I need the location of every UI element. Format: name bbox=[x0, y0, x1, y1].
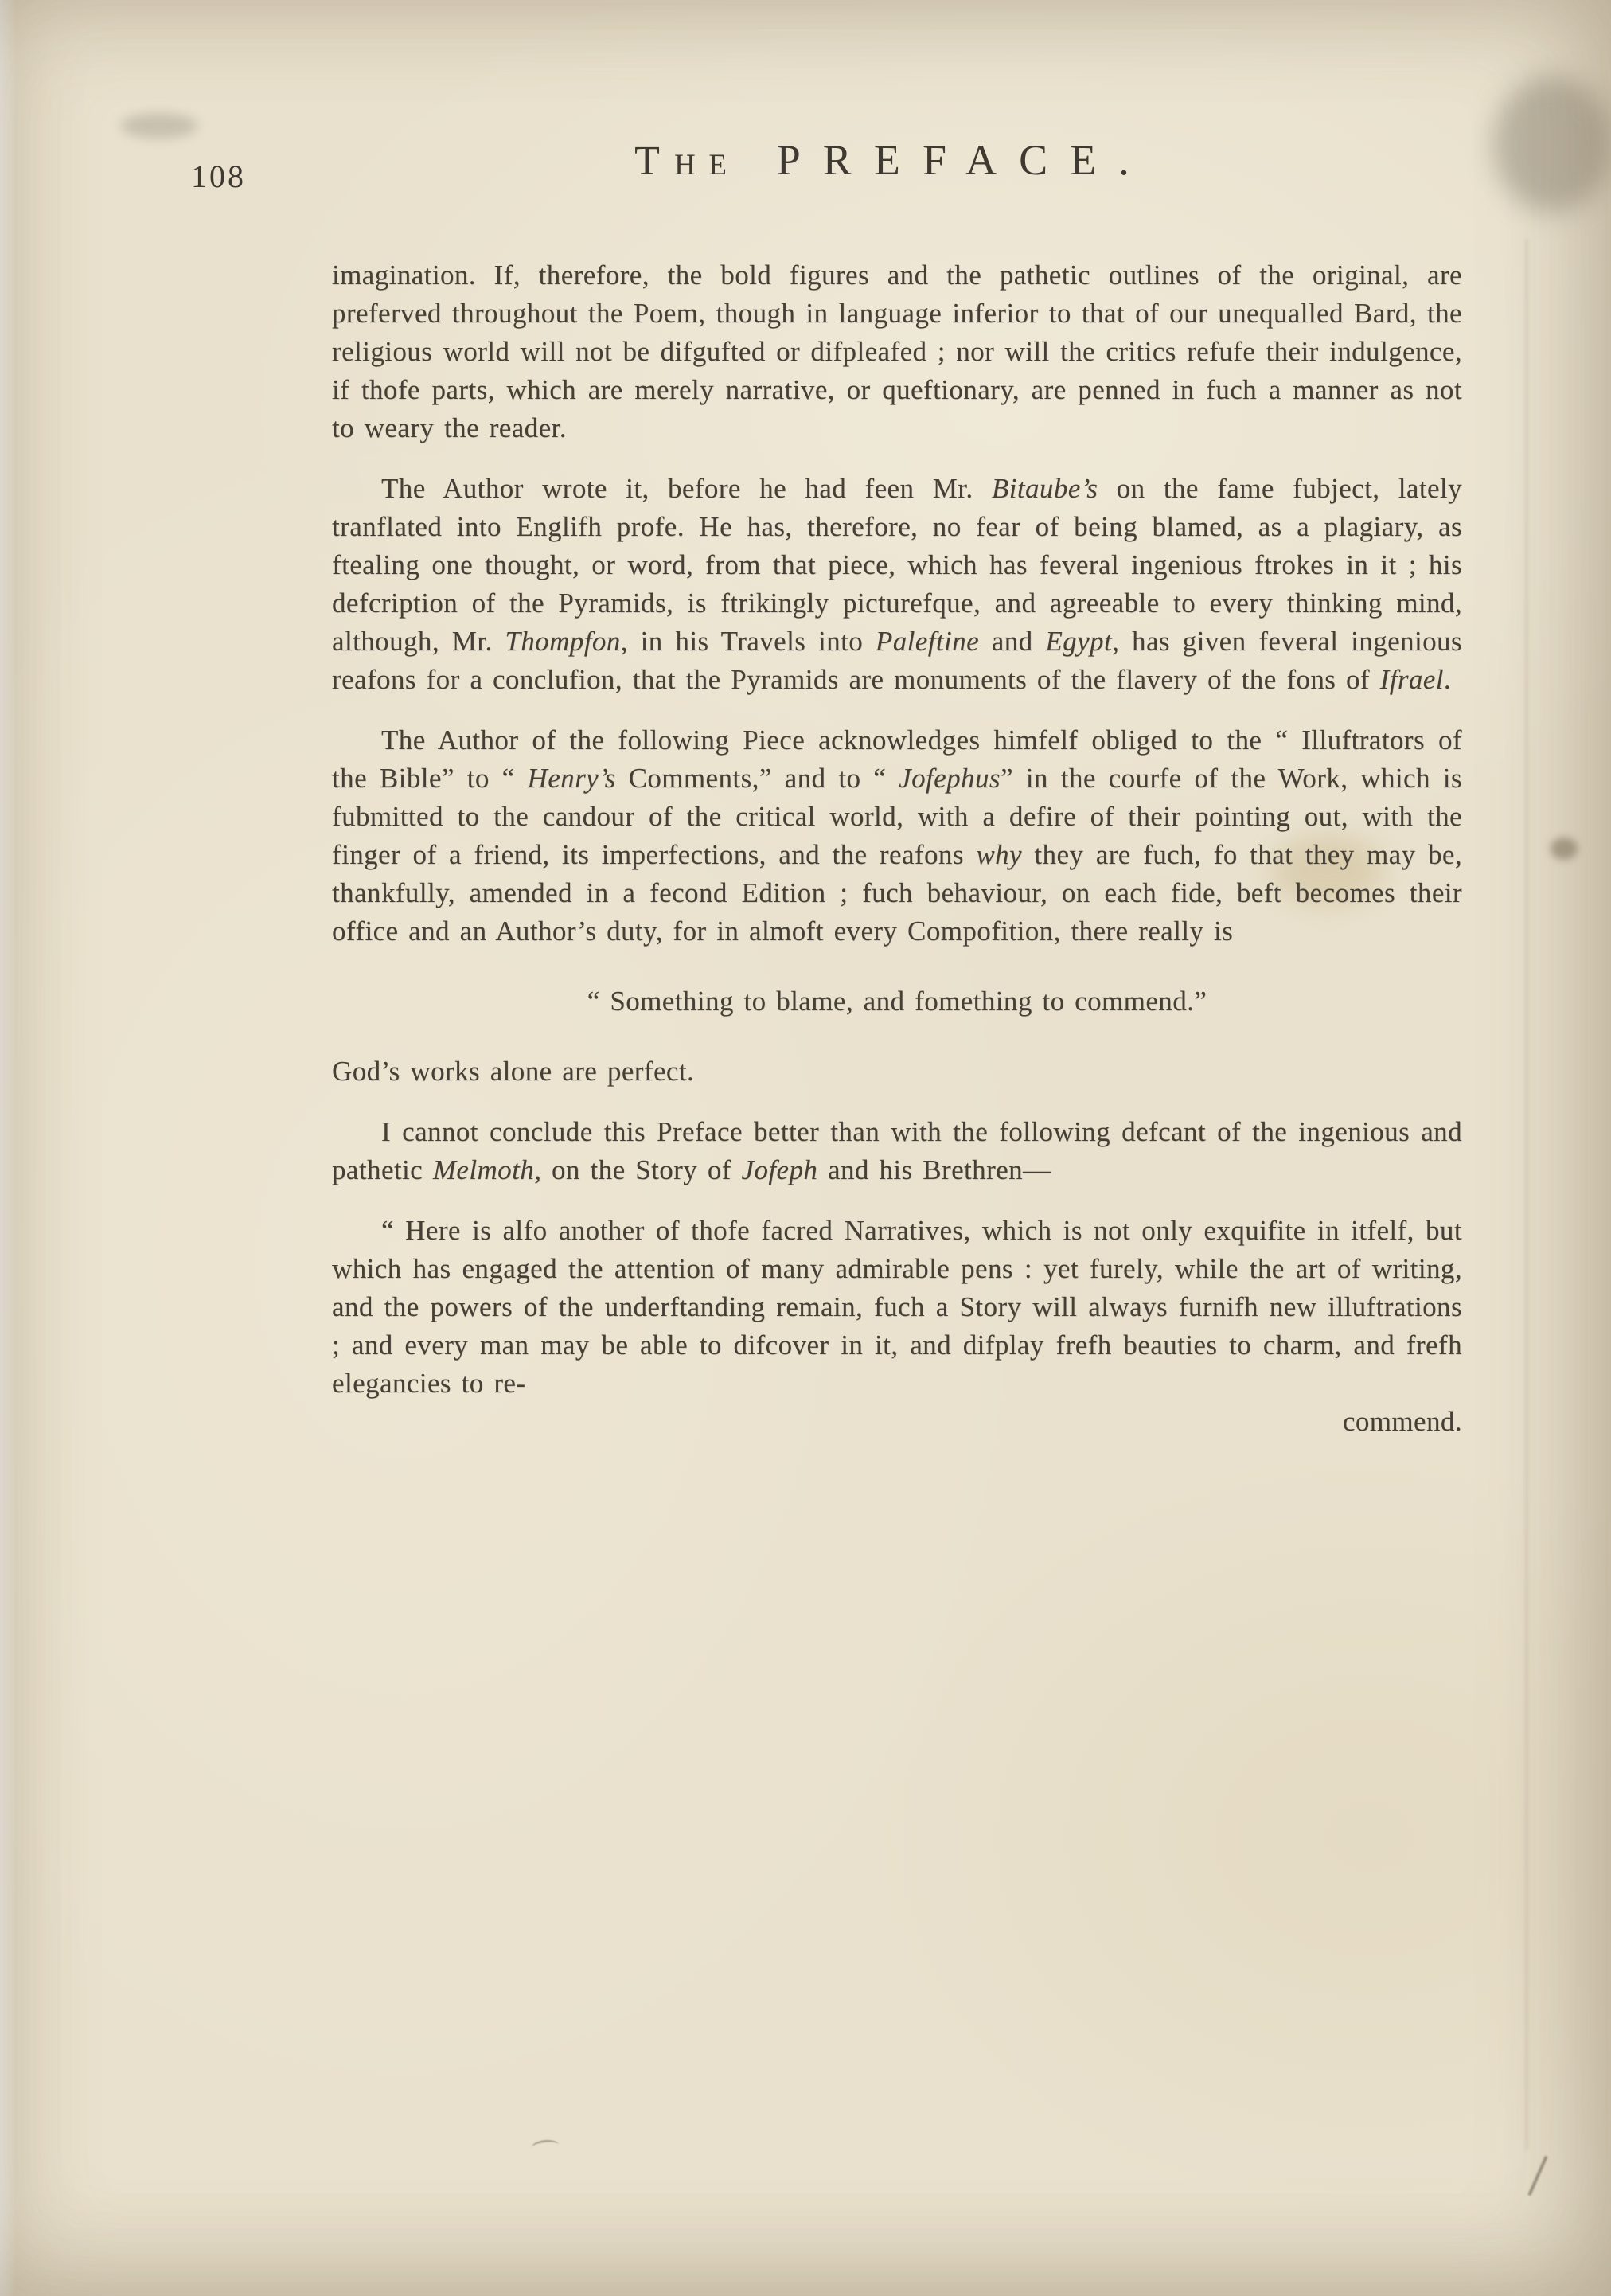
text-segment: . bbox=[1443, 664, 1452, 695]
text-segment: they are fuch, fo that they may be, thankfully, amended in a fecond Edition ; fuch behaviour, on each fide, beft becomes their office and an Author’s duty, for in almoft every Compofition, there really is bbox=[332, 839, 1463, 947]
text-segment: on the fame fubject, lately tranflated into Englifh profe. He has, therefore, no fear of being blamed, as a plagiary, as ftealing one thought, or word, from that piece, which has feveral ingenious ftrokes in it ; his defcription of the Pyramids, is ftrikingly picturefque, and agreeable to every thinking mind, although, Mr. bbox=[332, 473, 1462, 657]
scan-edge bbox=[0, 0, 16, 2296]
text-segment: , on the Story of bbox=[534, 1154, 742, 1185]
paragraph-author-wrote bbox=[332, 470, 1462, 699]
text-segment: Bitaube’s bbox=[991, 473, 1098, 504]
text-segment: , has given feveral ingenious reafons for a conclufion, that the Pyramids are monuments of the flavery of the fons of bbox=[332, 626, 1462, 695]
paragraph-imagination bbox=[332, 256, 1462, 447]
paragraph-acknowledgement bbox=[332, 721, 1462, 951]
text-segment: imagination. If, therefore, the bold figures and the pathetic outlines of the original, are preferved throughout the Poem, though in language inferior to that of our unequalled Bard, the religious world will not be difgufted or difpleafed ; nor will the critics refufe their indulgence, if thofe parts, which are merely narrative, or queftionary, are penned in fuch a manner as not to weary the reader. bbox=[332, 260, 1462, 443]
pen-mark bbox=[1527, 2156, 1548, 2196]
text-segment: Paleftine bbox=[875, 626, 980, 657]
text-segment: Egypt bbox=[1045, 626, 1113, 657]
text-segment: God’s works alone are perfect. bbox=[332, 1056, 695, 1087]
text-segment: Thompfon bbox=[505, 626, 621, 657]
text-segment: The Author wrote it, before he had feen Mr. bbox=[381, 473, 992, 504]
text-segment: Henry’s bbox=[527, 763, 616, 794]
page-number: 108 bbox=[191, 158, 246, 194]
text-segment: The Author of the following Piece acknowledges himfelf obliged to the “ Illuftrators of the Bible” to “ bbox=[332, 724, 1462, 794]
paragraph-quote bbox=[332, 982, 1462, 1021]
text-segment: Comments,” and to “ bbox=[615, 763, 899, 794]
text-segment: and bbox=[979, 626, 1046, 657]
pen-mark bbox=[531, 2138, 559, 2153]
text-segment: Ifrael bbox=[1379, 664, 1444, 695]
text-segment: “ Here is alfo another of thofe facred Narratives, which is not only exquifite in itfelf, but which has engaged the attention of many admirable pens : yet furely, while the art of writing, and the powers of the underftanding remain, fuch a Story will always furnifh new illuftrations ; and every man may be able to difcover in it, and difplay frefh beauties to charm, and frefh elegancies to re- bbox=[332, 1215, 1462, 1399]
body-paragraphs bbox=[332, 256, 1462, 1441]
paragraph-conclude bbox=[332, 1113, 1462, 1189]
text-segment: why bbox=[976, 839, 1022, 870]
text-segment: “ Something to blame, and fomething to commend.” bbox=[587, 986, 1207, 1017]
text-segment: I cannot conclude this Preface better than with the following defcant of the ingenious and pathetic bbox=[332, 1116, 1462, 1185]
paragraph-gods-works bbox=[332, 1052, 1462, 1091]
title-the-initial: T bbox=[634, 139, 675, 184]
paragraph-melmoth-quote bbox=[332, 1212, 1462, 1403]
page-crease bbox=[1525, 239, 1528, 2150]
paragraph-commend-line bbox=[332, 1403, 1462, 1441]
page-title bbox=[326, 135, 1460, 185]
text-segment: Jofeph bbox=[741, 1154, 818, 1185]
stain bbox=[1551, 838, 1578, 860]
text-segment: ” in the courfe of the Work, which is fubmitted to the candour of the critical world, with a defire of their pointing out, with the finger of a friend, its imperfections, and the reafons bbox=[332, 763, 1462, 870]
title-the-rest: HE bbox=[674, 149, 740, 182]
stain bbox=[121, 113, 197, 139]
title-main: PREFACE. bbox=[776, 136, 1152, 184]
text-segment: Jofephus bbox=[899, 763, 1001, 794]
stain bbox=[1493, 76, 1611, 212]
text-segment: and his Brethren— bbox=[817, 1154, 1051, 1185]
text-segment: Melmoth bbox=[432, 1154, 535, 1185]
text-segment: commend. bbox=[1342, 1406, 1462, 1437]
text-segment: , in his Travels into bbox=[620, 626, 876, 657]
